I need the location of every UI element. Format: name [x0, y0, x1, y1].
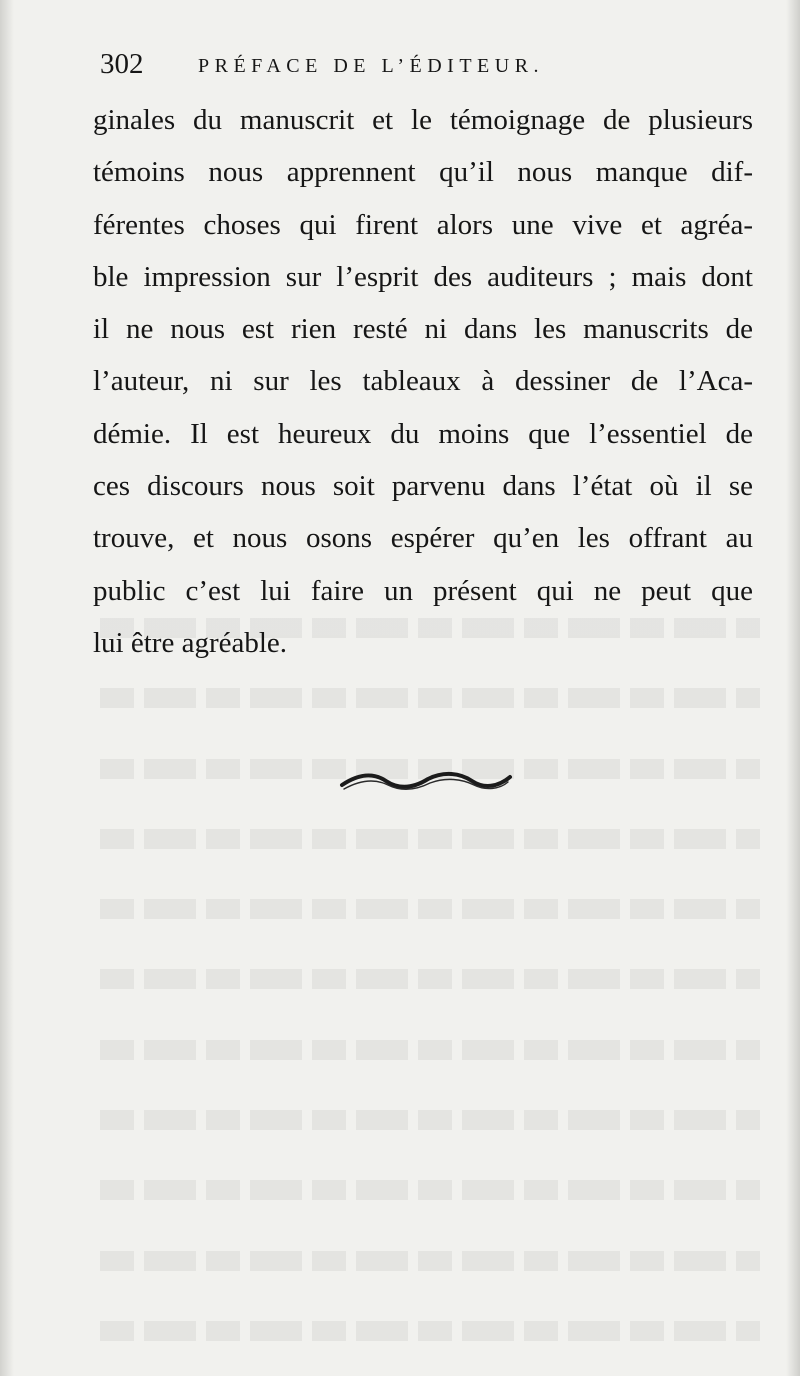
text-line: trouve, et nous osons espérer qu’en les offrant au: [93, 522, 753, 555]
running-head: PRÉFACE DE L’ÉDITEUR.: [198, 55, 545, 77]
left-page-edge: [0, 0, 14, 1376]
page-number: 302: [100, 48, 144, 80]
text-line: l’auteur, ni sur les tableaux à dessiner de l’Aca-: [93, 365, 753, 398]
page-header: [100, 44, 660, 84]
text-line: ginales du manuscrit et le témoignage de plusieurs: [93, 104, 753, 136]
text-line: témoins nous apprennent qu’il nous manque dif-: [93, 156, 753, 189]
text-line: ble impression sur l’esprit des auditeurs ; mais dont: [93, 260, 753, 293]
body-paragraph: [93, 94, 753, 669]
text-line: démie. Il est heureux du moins que l’essentiel de: [93, 417, 753, 450]
text-line: ces discours nous soit parvenu dans l’état où il se: [93, 470, 753, 503]
right-page-edge: [786, 0, 800, 1376]
wavy-rule-ornament-icon: [336, 767, 516, 797]
show-through-text: [100, 600, 760, 1376]
text-line: férentes choses qui firent alors une vive et agréa-: [93, 208, 753, 241]
text-line: il ne nous est rien resté ni dans les manuscrits de: [93, 313, 753, 346]
text-line: public c’est lui faire un présent qui ne peut que: [93, 574, 753, 607]
text-line-last: lui être agréable.: [93, 626, 288, 659]
